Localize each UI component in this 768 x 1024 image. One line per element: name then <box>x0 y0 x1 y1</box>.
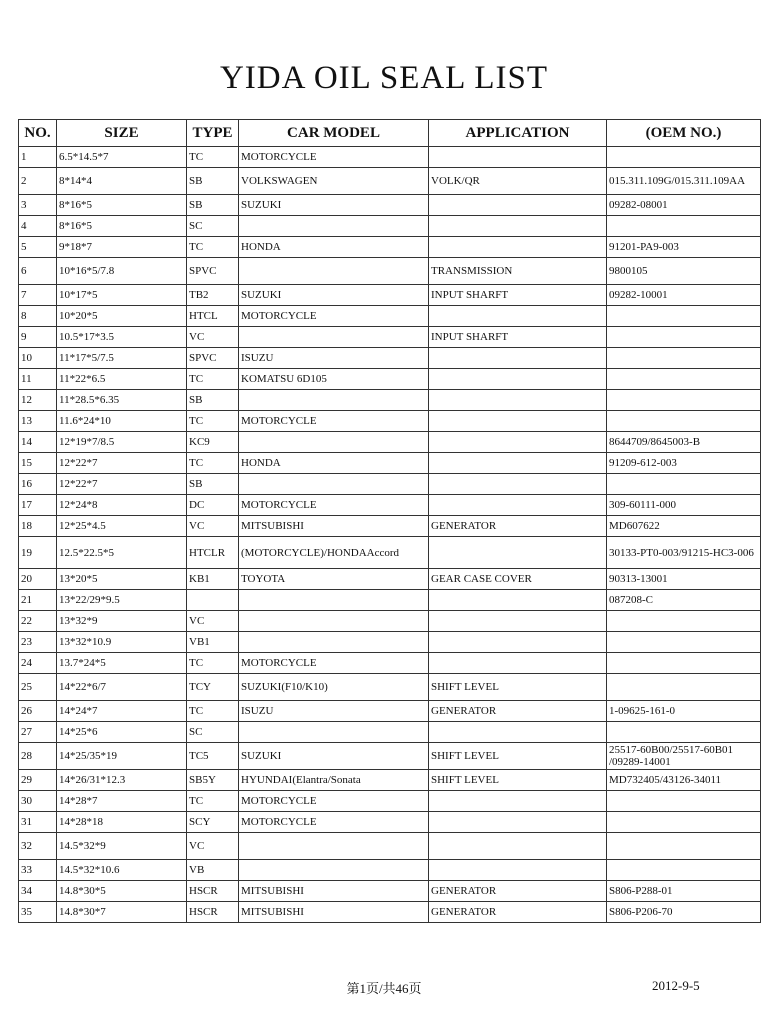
header-oem-no: (OEM NO.) <box>607 120 761 147</box>
cell-size: 13*32*10.9 <box>57 632 187 653</box>
cell-car-model <box>239 722 429 743</box>
cell-type: VC <box>187 611 239 632</box>
cell-no: 27 <box>19 722 57 743</box>
cell-application <box>429 611 607 632</box>
cell-type: TC <box>187 791 239 812</box>
cell-car-model: MITSUBISHI <box>239 902 429 923</box>
cell-application: VOLK/QR <box>429 168 607 195</box>
cell-application: INPUT SHARFT <box>429 327 607 348</box>
cell-no: 20 <box>19 569 57 590</box>
cell-type: TCY <box>187 674 239 701</box>
cell-car-model: HONDA <box>239 237 429 258</box>
table-body <box>19 147 761 923</box>
cell-size: 13*32*9 <box>57 611 187 632</box>
cell-type: DC <box>187 495 239 516</box>
cell-size: 10.5*17*3.5 <box>57 327 187 348</box>
cell-size: 8*16*5 <box>57 216 187 237</box>
table-row <box>19 432 761 453</box>
cell-size: 9*18*7 <box>57 237 187 258</box>
cell-type: TC <box>187 411 239 432</box>
table-row <box>19 237 761 258</box>
cell-application: GEAR CASE COVER <box>429 569 607 590</box>
cell-no: 17 <box>19 495 57 516</box>
cell-application <box>429 495 607 516</box>
table-header-row <box>19 120 761 147</box>
cell-application <box>429 722 607 743</box>
cell-car-model <box>239 390 429 411</box>
cell-application <box>429 147 607 168</box>
cell-size: 14*24*7 <box>57 701 187 722</box>
cell-type: HSCR <box>187 902 239 923</box>
cell-application: SHIFT LEVEL <box>429 743 607 770</box>
cell-car-model: SUZUKI(F10/K10) <box>239 674 429 701</box>
cell-application <box>429 632 607 653</box>
cell-no: 8 <box>19 306 57 327</box>
cell-car-model: MITSUBISHI <box>239 516 429 537</box>
cell-car-model: SUZUKI <box>239 743 429 770</box>
cell-no: 21 <box>19 590 57 611</box>
cell-oem-no <box>607 674 761 701</box>
cell-type: HTCLR <box>187 537 239 569</box>
cell-type: TC <box>187 453 239 474</box>
cell-no: 34 <box>19 881 57 902</box>
cell-no: 14 <box>19 432 57 453</box>
document-title: YIDA OIL SEAL LIST <box>219 60 549 96</box>
cell-no: 16 <box>19 474 57 495</box>
cell-size: 10*20*5 <box>57 306 187 327</box>
cell-size: 13*22/29*9.5 <box>57 590 187 611</box>
cell-size: 8*14*4 <box>57 168 187 195</box>
cell-type: TC <box>187 653 239 674</box>
cell-no: 10 <box>19 348 57 369</box>
cell-oem-no: 309-60111-000 <box>607 495 761 516</box>
page-number: 第1页/共46页 <box>346 981 422 996</box>
cell-type: SC <box>187 722 239 743</box>
cell-car-model: MOTORCYCLE <box>239 791 429 812</box>
cell-size: 10*16*5/7.8 <box>57 258 187 285</box>
table-row <box>19 569 761 590</box>
table-row <box>19 327 761 348</box>
cell-car-model <box>239 432 429 453</box>
table-row <box>19 168 761 195</box>
table-row <box>19 812 761 833</box>
oil-seal-table <box>18 119 761 923</box>
table-row <box>19 537 761 569</box>
cell-application: GENERATOR <box>429 516 607 537</box>
cell-type: TC <box>187 369 239 390</box>
header-application: APPLICATION <box>429 120 607 147</box>
cell-no: 31 <box>19 812 57 833</box>
cell-car-model <box>239 474 429 495</box>
cell-no: 30 <box>19 791 57 812</box>
cell-size: 11*22*6.5 <box>57 369 187 390</box>
cell-type: SB <box>187 168 239 195</box>
cell-oem-no: 09282-10001 <box>607 285 761 306</box>
cell-application <box>429 812 607 833</box>
cell-car-model: MOTORCYCLE <box>239 147 429 168</box>
cell-application <box>429 348 607 369</box>
cell-type: VC <box>187 833 239 860</box>
cell-type: SB <box>187 474 239 495</box>
cell-application <box>429 390 607 411</box>
cell-oem-no: MD607622 <box>607 516 761 537</box>
table-row <box>19 611 761 632</box>
cell-size: 10*17*5 <box>57 285 187 306</box>
cell-oem-no <box>607 147 761 168</box>
cell-size: 14*28*7 <box>57 791 187 812</box>
cell-no: 29 <box>19 770 57 791</box>
cell-car-model: SUZUKI <box>239 195 429 216</box>
cell-car-model: (MOTORCYCLE)/HONDAAccord <box>239 537 429 569</box>
cell-application <box>429 590 607 611</box>
cell-size: 14*28*18 <box>57 812 187 833</box>
cell-application <box>429 411 607 432</box>
cell-size: 14.5*32*10.6 <box>57 860 187 881</box>
cell-type: KC9 <box>187 432 239 453</box>
cell-oem-no: 087208-C <box>607 590 761 611</box>
table-row <box>19 369 761 390</box>
cell-oem-no <box>607 632 761 653</box>
cell-application <box>429 432 607 453</box>
cell-application <box>429 833 607 860</box>
header-size: SIZE <box>57 120 187 147</box>
cell-type: SC <box>187 216 239 237</box>
cell-car-model <box>239 860 429 881</box>
cell-oem-no <box>607 411 761 432</box>
cell-size: 14.5*32*9 <box>57 833 187 860</box>
cell-application <box>429 791 607 812</box>
cell-car-model: MOTORCYCLE <box>239 495 429 516</box>
cell-application: GENERATOR <box>429 902 607 923</box>
header-no: NO. <box>19 120 57 147</box>
table-row <box>19 632 761 653</box>
cell-application <box>429 237 607 258</box>
cell-car-model: MOTORCYCLE <box>239 653 429 674</box>
cell-no: 1 <box>19 147 57 168</box>
cell-no: 25 <box>19 674 57 701</box>
table-row <box>19 833 761 860</box>
cell-type: SB <box>187 390 239 411</box>
cell-car-model: MOTORCYCLE <box>239 411 429 432</box>
cell-type: TC <box>187 147 239 168</box>
table-row <box>19 195 761 216</box>
cell-application: SHIFT LEVEL <box>429 770 607 791</box>
cell-application <box>429 369 607 390</box>
cell-application <box>429 860 607 881</box>
cell-size: 12*25*4.5 <box>57 516 187 537</box>
cell-no: 7 <box>19 285 57 306</box>
cell-no: 12 <box>19 390 57 411</box>
cell-no: 28 <box>19 743 57 770</box>
cell-no: 6 <box>19 258 57 285</box>
cell-car-model <box>239 590 429 611</box>
cell-oem-no: 015.311.109G/015.311.109AA <box>607 168 761 195</box>
cell-application <box>429 653 607 674</box>
table-row <box>19 258 761 285</box>
cell-type <box>187 590 239 611</box>
table-row <box>19 881 761 902</box>
cell-application: GENERATOR <box>429 881 607 902</box>
cell-size: 14*25*6 <box>57 722 187 743</box>
table-row <box>19 902 761 923</box>
cell-car-model: ISUZU <box>239 701 429 722</box>
cell-no: 15 <box>19 453 57 474</box>
cell-no: 2 <box>19 168 57 195</box>
table-row <box>19 791 761 812</box>
cell-oem-no: S806-P288-01 <box>607 881 761 902</box>
cell-oem-no: 8644709/8645003-B <box>607 432 761 453</box>
cell-type: TC <box>187 701 239 722</box>
table-row <box>19 411 761 432</box>
table-row <box>19 348 761 369</box>
cell-size: 11*28.5*6.35 <box>57 390 187 411</box>
cell-size: 13*20*5 <box>57 569 187 590</box>
cell-size: 13.7*24*5 <box>57 653 187 674</box>
cell-car-model: MOTORCYCLE <box>239 812 429 833</box>
cell-no: 33 <box>19 860 57 881</box>
cell-oem-no <box>607 611 761 632</box>
cell-no: 22 <box>19 611 57 632</box>
header-car-model: CAR MODEL <box>239 120 429 147</box>
cell-no: 4 <box>19 216 57 237</box>
cell-type: SB <box>187 195 239 216</box>
cell-no: 35 <box>19 902 57 923</box>
cell-car-model: ISUZU <box>239 348 429 369</box>
cell-no: 18 <box>19 516 57 537</box>
document-date: 2012-9-5 <box>652 978 700 993</box>
cell-car-model: HYUNDAI(Elantra/Sonata <box>239 770 429 791</box>
cell-size: 11.6*24*10 <box>57 411 187 432</box>
cell-size: 12*19*7/8.5 <box>57 432 187 453</box>
table-row <box>19 701 761 722</box>
table-row <box>19 653 761 674</box>
cell-type: KB1 <box>187 569 239 590</box>
table-row <box>19 516 761 537</box>
cell-application <box>429 216 607 237</box>
cell-oem-no: MD732405/43126-34011 <box>607 770 761 791</box>
cell-oem-no <box>607 833 761 860</box>
cell-no: 32 <box>19 833 57 860</box>
cell-type: VC <box>187 327 239 348</box>
table-row <box>19 390 761 411</box>
cell-type: SPVC <box>187 348 239 369</box>
cell-type: HSCR <box>187 881 239 902</box>
cell-oem-no <box>607 348 761 369</box>
cell-oem-no: 1-09625-161-0 <box>607 701 761 722</box>
cell-type: VB <box>187 860 239 881</box>
cell-car-model: KOMATSU 6D105 <box>239 369 429 390</box>
cell-oem-no: 91201-PA9-003 <box>607 237 761 258</box>
cell-size: 6.5*14.5*7 <box>57 147 187 168</box>
cell-no: 19 <box>19 537 57 569</box>
table-row <box>19 743 761 770</box>
cell-size: 12.5*22.5*5 <box>57 537 187 569</box>
cell-application <box>429 537 607 569</box>
cell-oem-no <box>607 369 761 390</box>
cell-size: 11*17*5/7.5 <box>57 348 187 369</box>
cell-oem-no: 30133-PT0-003/91215-HC3-006 <box>607 537 761 569</box>
cell-oem-no <box>607 474 761 495</box>
cell-type: TB2 <box>187 285 239 306</box>
cell-application <box>429 195 607 216</box>
cell-oem-no <box>607 390 761 411</box>
table-row <box>19 216 761 237</box>
cell-no: 11 <box>19 369 57 390</box>
table-row <box>19 453 761 474</box>
table-row <box>19 285 761 306</box>
cell-type: SPVC <box>187 258 239 285</box>
cell-application <box>429 474 607 495</box>
cell-size: 12*22*7 <box>57 474 187 495</box>
cell-oem-no: 09282-08001 <box>607 195 761 216</box>
cell-size: 14*25/35*19 <box>57 743 187 770</box>
cell-car-model: MITSUBISHI <box>239 881 429 902</box>
cell-car-model: VOLKSWAGEN <box>239 168 429 195</box>
cell-oem-no <box>607 306 761 327</box>
cell-no: 26 <box>19 701 57 722</box>
cell-oem-no <box>607 791 761 812</box>
cell-oem-no <box>607 653 761 674</box>
cell-no: 9 <box>19 327 57 348</box>
cell-oem-no: 9800105 <box>607 258 761 285</box>
table-row <box>19 722 761 743</box>
cell-car-model <box>239 632 429 653</box>
table-row <box>19 474 761 495</box>
table-row <box>19 770 761 791</box>
cell-oem-no <box>607 216 761 237</box>
cell-car-model <box>239 327 429 348</box>
cell-no: 24 <box>19 653 57 674</box>
cell-size: 8*16*5 <box>57 195 187 216</box>
cell-car-model: HONDA <box>239 453 429 474</box>
cell-no: 5 <box>19 237 57 258</box>
cell-car-model: MOTORCYCLE <box>239 306 429 327</box>
cell-oem-no <box>607 327 761 348</box>
table-row <box>19 590 761 611</box>
cell-oem-no <box>607 860 761 881</box>
header-type: TYPE <box>187 120 239 147</box>
cell-application <box>429 306 607 327</box>
table-row <box>19 674 761 701</box>
table-row <box>19 495 761 516</box>
cell-type: TC5 <box>187 743 239 770</box>
cell-no: 13 <box>19 411 57 432</box>
cell-size: 14.8*30*7 <box>57 902 187 923</box>
cell-oem-no: 91209-612-003 <box>607 453 761 474</box>
cell-application: INPUT SHARFT <box>429 285 607 306</box>
cell-size: 14.8*30*5 <box>57 881 187 902</box>
cell-no: 23 <box>19 632 57 653</box>
cell-type: HTCL <box>187 306 239 327</box>
cell-size: 14*26/31*12.3 <box>57 770 187 791</box>
cell-type: VC <box>187 516 239 537</box>
cell-car-model <box>239 611 429 632</box>
cell-type: TC <box>187 237 239 258</box>
cell-oem-no: S806-P206-70 <box>607 902 761 923</box>
cell-application: SHIFT LEVEL <box>429 674 607 701</box>
cell-application: TRANSMISSION <box>429 258 607 285</box>
table-row <box>19 860 761 881</box>
cell-application <box>429 453 607 474</box>
cell-car-model <box>239 833 429 860</box>
cell-application: GENERATOR <box>429 701 607 722</box>
cell-car-model <box>239 258 429 285</box>
cell-car-model: SUZUKI <box>239 285 429 306</box>
cell-type: VB1 <box>187 632 239 653</box>
cell-type: SCY <box>187 812 239 833</box>
cell-size: 12*22*7 <box>57 453 187 474</box>
cell-oem-no <box>607 722 761 743</box>
cell-no: 3 <box>19 195 57 216</box>
cell-size: 12*24*8 <box>57 495 187 516</box>
cell-oem-no: 90313-13001 <box>607 569 761 590</box>
table-row <box>19 306 761 327</box>
table-row <box>19 147 761 168</box>
cell-size: 14*22*6/7 <box>57 674 187 701</box>
cell-type: SB5Y <box>187 770 239 791</box>
cell-car-model: TOYOTA <box>239 569 429 590</box>
cell-car-model <box>239 216 429 237</box>
cell-oem-no <box>607 812 761 833</box>
cell-oem-no: 25517-60B00/25517-60B01 /09289-14001 <box>607 743 761 770</box>
